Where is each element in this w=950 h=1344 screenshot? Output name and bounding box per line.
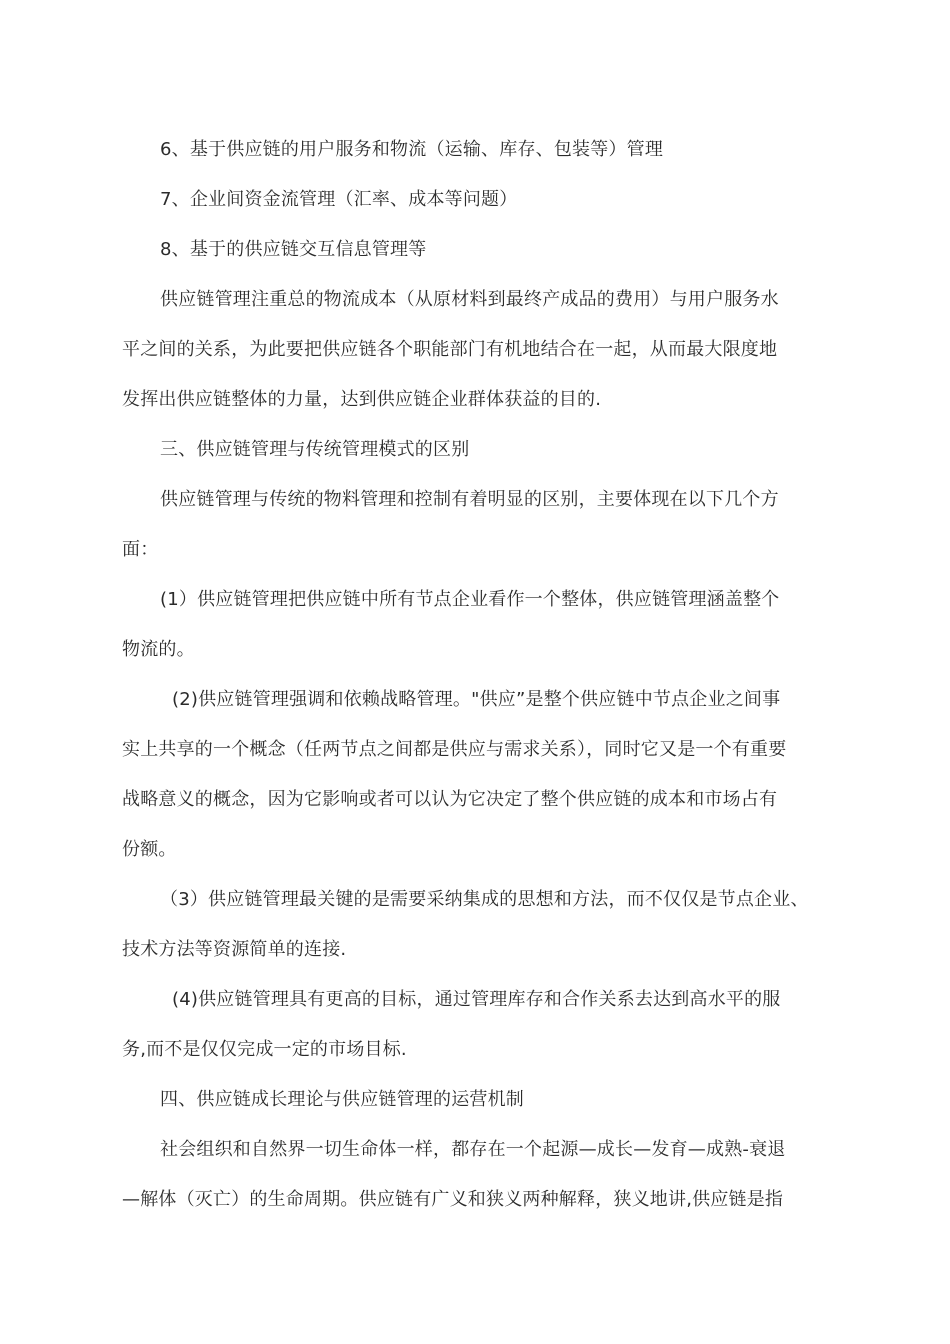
paragraph-line: 平之间的关系，为此要把供应链各个职能部门有机地结合在一起，从而最大限度地 xyxy=(122,339,778,360)
point-1-line: 物流的。 xyxy=(122,639,195,660)
section-heading-4: 四、供应链成长理论与供应链管理的运营机制 xyxy=(160,1089,524,1110)
point-1-line: (1）供应链管理把供应链中所有节点企业看作一个整体，供应链管理涵盖整个 xyxy=(160,589,780,610)
paragraph-line: 面： xyxy=(122,539,159,560)
point-3-line: 技术方法等资源简单的连接. xyxy=(122,939,347,960)
list-item-7: 7、企业间资金流管理（汇率、成本等问题） xyxy=(160,189,518,210)
paragraph-line: 社会组织和自然界一切生命体一样，都存在一个起源—成长—发育—成熟-衰退 xyxy=(160,1139,786,1160)
list-item-6: 6、基于供应链的用户服务和物流（运输、库存、包装等）管理 xyxy=(160,139,664,160)
list-item-8: 8、基于的供应链交互信息管理等 xyxy=(160,239,427,260)
point-4-line: 务,而不是仅仅完成一定的市场目标. xyxy=(122,1039,407,1060)
paragraph-line: 发挥出供应链整体的力量，达到供应链企业群体获益的目的. xyxy=(122,389,602,410)
paragraph-line: —解体（灭亡）的生命周期。供应链有广义和狭义两种解释，狭义地讲,供应链是指 xyxy=(122,1189,784,1210)
point-2-line: 战略意义的概念，因为它影响或者可以认为它决定了整个供应链的成本和市场占有 xyxy=(122,789,778,810)
point-2-line: 实上共享的一个概念（任两节点之间都是供应与需求关系），同时它又是一个有重要 xyxy=(122,739,787,760)
point-2-line: 份额。 xyxy=(122,839,177,860)
paragraph-line: 供应链管理与传统的物料管理和控制有着明显的区别，主要体现在以下几个方 xyxy=(160,489,779,510)
point-2-line: (2)供应链管理强调和依赖战略管理。"供应”是整个供应链中节点企业之间事 xyxy=(172,689,781,710)
point-3-line: （3）供应链管理最关键的是需要采纳集成的思想和方法，而不仅仅是节点企业、 xyxy=(160,889,809,910)
section-heading-3: 三、供应链管理与传统管理模式的区别 xyxy=(160,439,470,460)
point-4-line: (4)供应链管理具有更高的目标，通过管理库存和合作关系去达到高水平的服 xyxy=(172,989,781,1010)
paragraph-line: 供应链管理注重总的物流成本（从原材料到最终产成品的费用）与用户服务水 xyxy=(160,289,779,310)
